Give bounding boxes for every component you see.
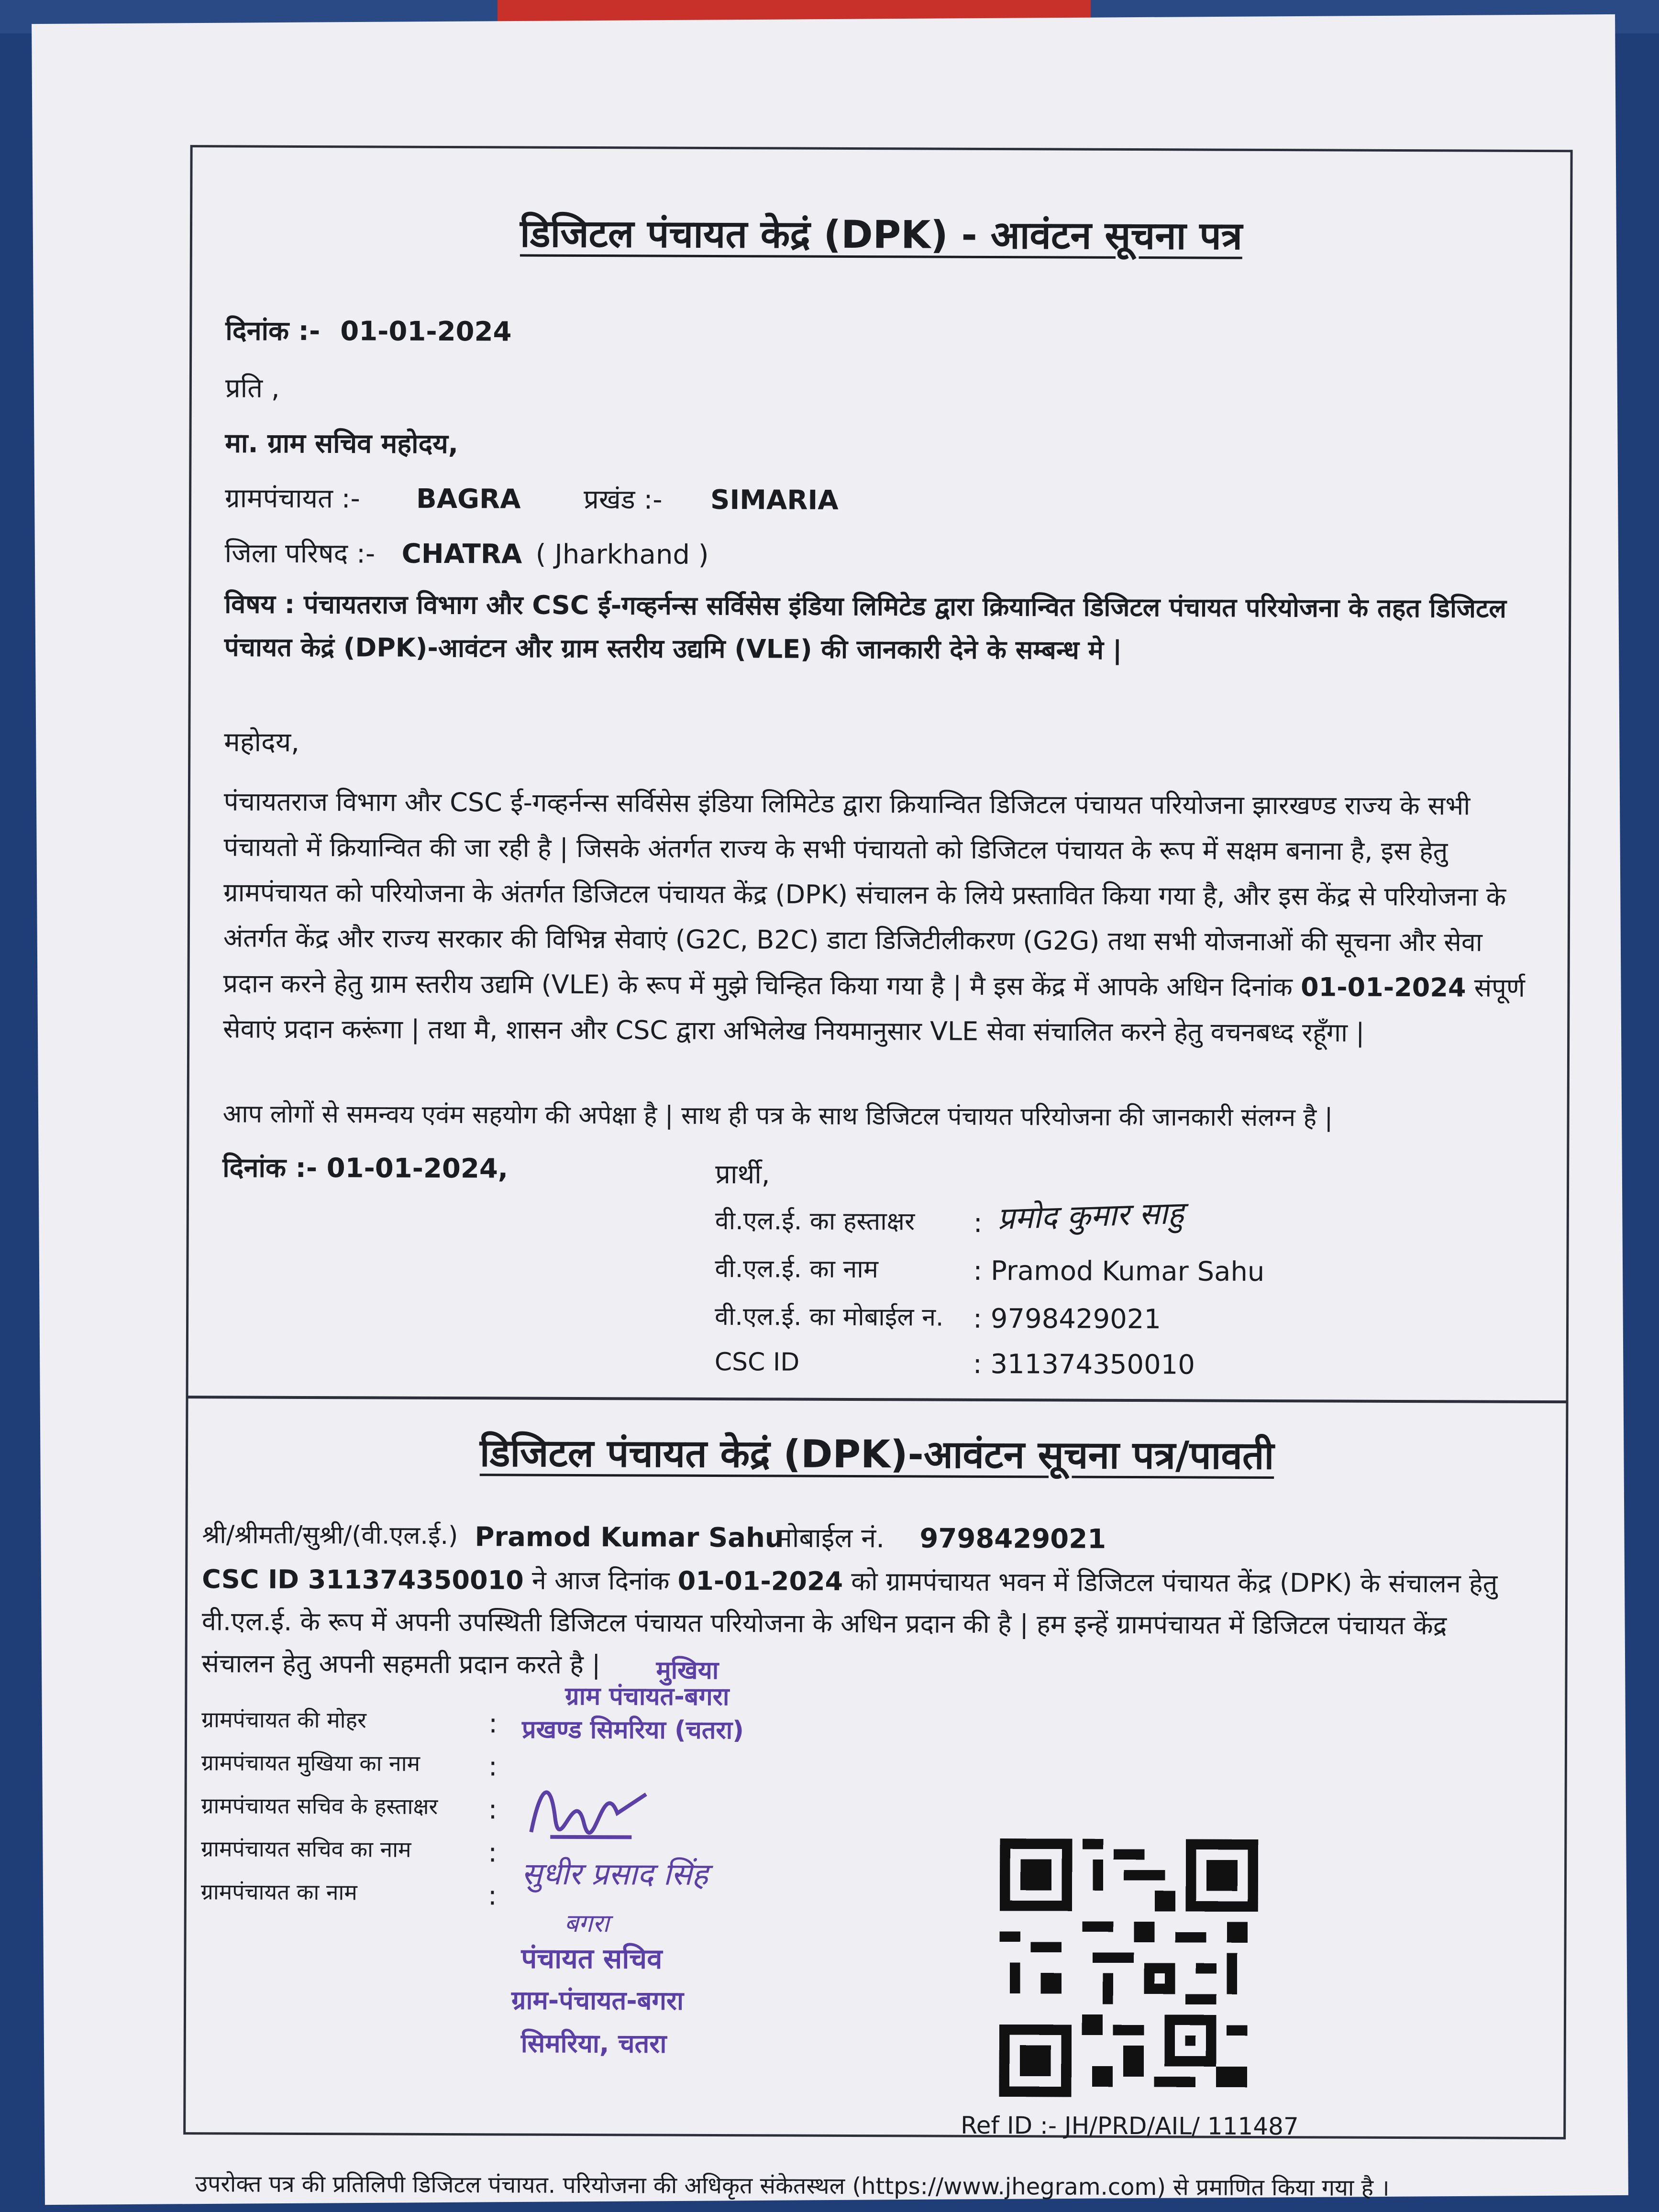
secretary-signature <box>521 1765 761 1852</box>
subject-label: विषय : <box>224 589 295 619</box>
salutation: महोदय, <box>224 726 300 758</box>
vle-sign-label: वी.एल.ई. का हस्ताक्षर <box>715 1206 915 1236</box>
stamp-line: मुखिया <box>656 1656 719 1685</box>
section-divider <box>188 1396 1566 1403</box>
gp-value: BAGRA <box>416 483 521 515</box>
receipt-text2: को ग्रामपंचायत भवन में डिजिटल पंचायत केंद्र (DPK) के संचालन हेतु वी.एल.ई. के रूप में अपनी उपस्थिती डिजिटल पंचायत परियोजना के अधिन प्रदान की है | हम इन्हें ग्रामपंचायत में डिजिटल पंचायत केंद्र संचालन हेतु अपनी सहमती प्रदान करते है | <box>201 1566 1498 1680</box>
district-label: जिला परिषद :- <box>224 538 376 570</box>
page-title: डिजिटल पंचायत केद्रं (DPK) - आवंटन सूचना पत्र <box>520 211 1243 258</box>
block-value: SIMARIA <box>710 484 839 516</box>
paper-sheet <box>32 14 1628 2205</box>
vle-mobile-label: वी.एल.ई. का मोबाईल न. <box>715 1302 944 1332</box>
state-value: ( Jharkhand ) <box>535 539 709 571</box>
subject-text: पंचायतराज विभाग और CSC ई-गव्हर्नन्स सर्विसेस इंडिया लिमिटेड द्वारा क्रियान्वित डिजिटल पंचायत परियोजना के तहत डिजिटल पंचायत केद्रं (DPK)-आवंटन और ग्राम स्तरीय उद्यमि (VLE) की जानकारी देने के सम्बन्ध मे | <box>224 589 1507 665</box>
footnote: उपरोक्त पत्र की प्रतिलिपी डिजिटल पंचायत. परियोजना की अधिकृत संकेतस्थल (https://www.jhegram.com) से प्रमाणित किया गया है । <box>195 2170 1390 2201</box>
stamp-line: प्रखण्ड सिमरिया (चतरा) <box>521 1715 744 1745</box>
field-label-secretary-name: ग्रामपंचायत सचिव का नाम <box>201 1836 411 1862</box>
stamp-line: ग्राम पंचायत-बगरा <box>565 1682 730 1712</box>
honorific: श्री/श्रीमती/सुश्री/(वी.एल.ई.) <box>202 1520 458 1551</box>
field-label-gp-name: ग्रामपंचायत का नाम <box>200 1879 357 1905</box>
closing-line: आप लोगों से समन्वय एवंम सहयोग की अपेक्षा है | साथ ही पत्र के साथ डिजिटल पंचायत परियोजना की जानकारी संलग्न है | <box>222 1100 1333 1133</box>
gp-label: ग्रामपंचायत :- <box>224 483 360 515</box>
field-label-mukhiya: ग्रामपंचायत मुखिया का नाम <box>201 1750 420 1776</box>
applicant: प्रार्थी, <box>715 1158 770 1190</box>
field-colon: : <box>488 1837 498 1869</box>
date-value: 01-01-2024 <box>340 316 512 348</box>
qr-code <box>999 1838 1258 2098</box>
letter-body <box>223 779 1535 1056</box>
receipt-mobile-value: 9798429021 <box>919 1523 1106 1555</box>
document-border <box>183 145 1573 2201</box>
field-label-secretary-sign: ग्रामपंचायत सचिव के हस्ताक्षर <box>201 1793 438 1819</box>
receipt-text1: ने आज दिनांक <box>531 1565 670 1596</box>
secretary-name-handwritten: सुधीर प्रसाद सिंह <box>521 1856 708 1893</box>
gp-name-handwritten: बगरा <box>564 1909 609 1938</box>
receipt-mobile-label: मोबाईल नं. <box>776 1522 885 1554</box>
subject <box>224 583 1531 673</box>
stamp-line: सिमरिया, चतरा <box>520 2028 667 2059</box>
csc-label: CSC ID <box>714 1347 800 1377</box>
receipt-date: 01-01-2024 <box>677 1565 843 1596</box>
field-colon: : <box>487 1880 497 1912</box>
stamp-line: पंचायत सचिव <box>521 1942 663 1975</box>
block-label: प्रखंड :- <box>583 484 663 516</box>
official-stamp <box>511 1655 976 2111</box>
field-colon: : <box>488 1794 498 1826</box>
field-colon: : <box>488 1708 498 1739</box>
field-label-seal: ग्रामपंचायत की मोहर <box>201 1706 366 1733</box>
vle-sign-colon: : <box>973 1207 983 1239</box>
to-line: प्रति , <box>225 373 280 404</box>
body-part2: संपूर्ण सेवाएं प्रदान करूंगा | तथा मै, शासन और CSC द्वारा अभिलेख नियमानुसार VLE सेवा संचालित करने हेतु वचनबध्द रहूँगा | <box>223 972 1525 1048</box>
vle-signature: प्रमोद कुमार साहु <box>996 1195 1184 1237</box>
stamp-line: ग्राम-पंचायत-बगरा <box>511 1985 684 2016</box>
field-colon: : <box>488 1751 498 1783</box>
body-date: 01-01-2024 <box>1300 972 1466 1003</box>
addressee: मा. ग्राम सचिव महोदय, <box>225 428 459 460</box>
footer-date: दिनांक :- 01-01-2024, <box>222 1152 509 1185</box>
vle-name-value: : Pramod Kumar Sahu <box>973 1255 1265 1288</box>
date-label: दिनांक :- <box>225 315 321 347</box>
csc-value: : 311374350010 <box>973 1348 1195 1381</box>
vle-mobile-value: : 9798429021 <box>973 1303 1161 1335</box>
receipt-csc: CSC ID 311374350010 <box>202 1564 524 1596</box>
receipt-name: Pramod Kumar Sahu <box>475 1521 784 1554</box>
ref-id: Ref ID :- JH/PRD/AIL/ 111487 <box>961 2111 1299 2141</box>
vle-name-label: वी.एल.ई. का नाम <box>715 1254 878 1284</box>
body-part1: पंचायतराज विभाग और CSC ई-गव्हर्नन्स सर्विसेस इंडिया लिमिटेड द्वारा क्रियान्वित डिजिटल पंचायत परियोजना झारखण्ड राज्य के सभी पंचायतो में क्रियान्वित की जा रही है | जिसके अंतर्गत राज्य के सभी पंचायतो को डिजिटल पंचायत के रूप में सक्षम बनाना है, इस हेतु ग्रामपंचायत को परियोजना के अंतर्गत डिजिटल पंचायत केंद्र (DPK) संचालन के लिये प्रस्तावित किया गया है, और इस केंद्र से परियोजना के अंतर्गत केंद्र और राज्य सरकार की विभिन्न सेवाएं (G2C, B2C) डाटा डिजिटीलीकरण (G2G) तथा सभी योजनाओं की सूचना और सेवा प्रदान करने हेतु ग्राम स्तरीय उद्यमि (VLE) के रूप में मुझे चिन्हित किया गया है | मै इस केंद्र में आपके अधिन दिनांक <box>223 786 1506 1002</box>
receipt-title: डिजिटल पंचायत केद्रं (DPK)-आवंटन सूचना पत्र/पावती <box>479 1431 1274 1478</box>
district-value: CHATRA <box>401 538 522 570</box>
